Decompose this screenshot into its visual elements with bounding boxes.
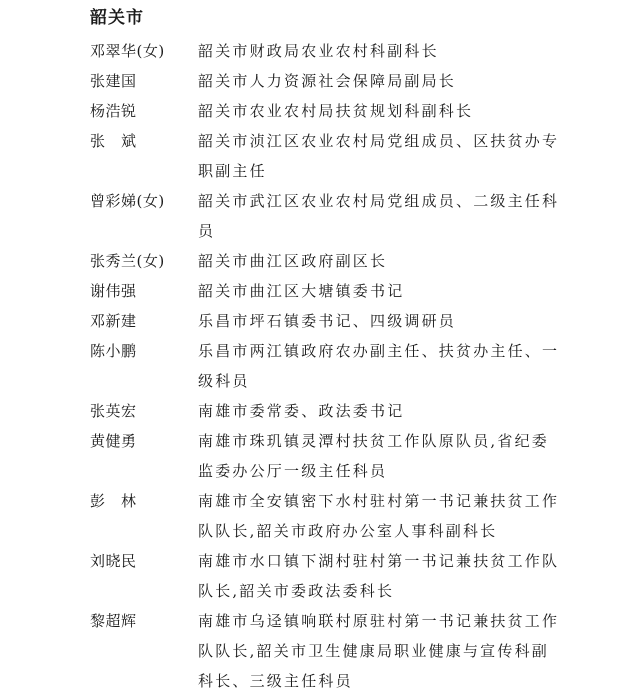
person-position: 韶关市农业农村局扶贫规划科副科长 xyxy=(198,102,474,120)
person-position: 韶关市武江区农业农村局党组成员、二级主任科员 xyxy=(198,192,560,240)
personnel-list xyxy=(90,36,560,696)
section-title: 韶关市 xyxy=(90,8,144,28)
person-position: 南雄市委常委、政法委书记 xyxy=(198,402,405,420)
list-item xyxy=(90,126,560,186)
person-name: 张秀兰(女) xyxy=(90,252,165,270)
person-name: 谢伟强 xyxy=(90,282,137,300)
person-name: 彭 林 xyxy=(90,492,137,510)
person-name: 张英宏 xyxy=(90,402,137,420)
list-item xyxy=(90,606,560,696)
list-item xyxy=(90,336,560,396)
list-item xyxy=(90,396,560,426)
list-item xyxy=(90,546,560,606)
person-position: 韶关市曲江区政府副区长 xyxy=(198,252,388,270)
person-name: 张建国 xyxy=(90,72,137,90)
person-name: 黎超辉 xyxy=(90,612,137,630)
person-position: 南雄市水口镇下湖村驻村第一书记兼扶贫工作队队长,韶关市委政法委科长 xyxy=(198,552,560,600)
person-name: 刘晓民 xyxy=(90,552,137,570)
person-position: 南雄市珠玑镇灵潭村扶贫工作队原队员,省纪委监委办公厅一级主任科员 xyxy=(198,432,549,480)
person-position: 韶关市财政局农业农村科副科长 xyxy=(198,42,439,60)
list-item xyxy=(90,276,560,306)
list-item xyxy=(90,66,560,96)
person-name: 邓新建 xyxy=(90,312,137,330)
person-name: 邓翠华(女) xyxy=(90,42,165,60)
person-position: 乐昌市坪石镇委书记、四级调研员 xyxy=(198,312,457,330)
person-name: 张 斌 xyxy=(90,132,137,150)
list-item xyxy=(90,96,560,126)
person-name: 杨浩锐 xyxy=(90,102,137,120)
list-item xyxy=(90,246,560,276)
list-item xyxy=(90,186,560,246)
person-position: 南雄市乌迳镇响联村原驻村第一书记兼扶贫工作队队长,韶关市卫生健康局职业健康与宣传科副科长、三级主任科员 xyxy=(198,612,560,690)
list-item xyxy=(90,486,560,546)
person-position: 韶关市人力资源社会保障局副局长 xyxy=(198,72,457,90)
list-item xyxy=(90,306,560,336)
person-position: 南雄市全安镇密下水村驻村第一书记兼扶贫工作队队长,韶关市政府办公室人事科副科长 xyxy=(198,492,560,540)
person-name: 黄健勇 xyxy=(90,432,137,450)
person-position: 韶关市曲江区大塘镇委书记 xyxy=(198,282,405,300)
list-item xyxy=(90,426,560,486)
person-position: 韶关市浈江区农业农村局党组成员、区扶贫办专职副主任 xyxy=(198,132,560,180)
list-item xyxy=(90,36,560,66)
person-name: 曾彩娣(女) xyxy=(90,192,165,210)
person-position: 乐昌市两江镇政府农办副主任、扶贫办主任、一级科员 xyxy=(198,342,560,390)
person-name: 陈小鹏 xyxy=(90,342,137,360)
